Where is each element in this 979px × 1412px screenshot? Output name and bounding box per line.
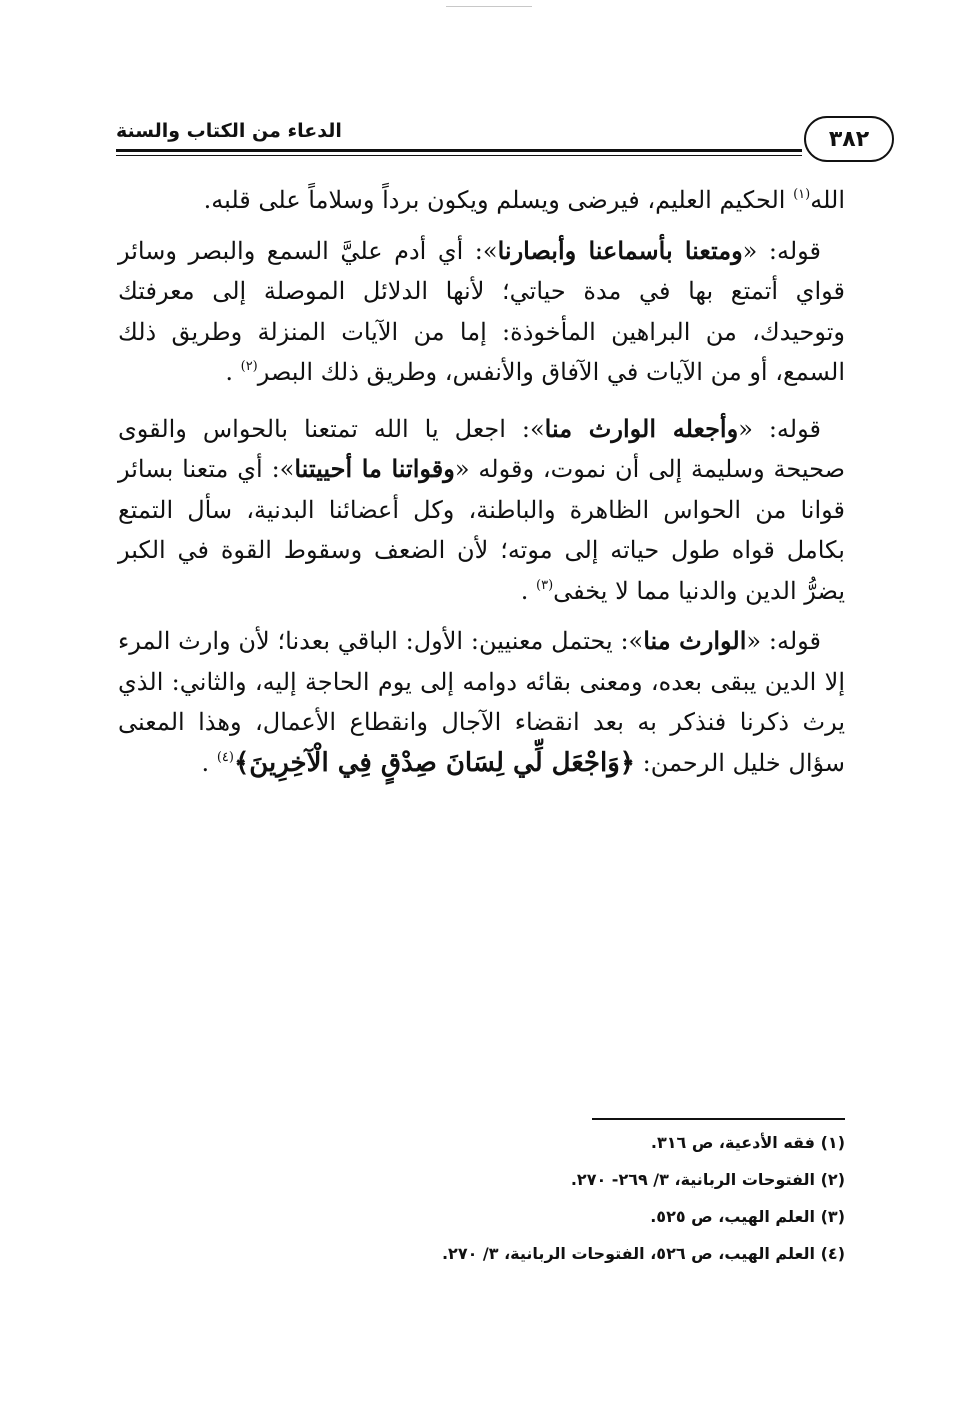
page-number: ٣٨٢ [804,116,894,162]
paragraph-2 [118,231,845,393]
p3-text-c: »: أي متعنا بسائر قوانا من الحواس الظاهرة والباطنة، وكل أعضائنا البدنية، سأل التمتع بكامل قواه طول حياته إلى موته؛ لأن الضعف وسقوط القوة في الكبر يضرُّ الدين والدنيا مما لا يخفى [118,455,845,605]
p3-hadith-phrase-1: وأجعله الوارث منا [544,413,739,443]
paragraph-1 [118,180,845,221]
p3-text-a: قوله: « [738,414,821,443]
p2-text-a: قوله: « [742,236,821,265]
page-header [116,112,894,172]
main-text [118,180,845,783]
footnote-1: (١) فقه الأدعية، ص ٣١٦. [650,1133,845,1152]
p4-hadith-phrase: الوارث منا [643,626,747,655]
footnote-ref-3: (٣) [536,577,554,593]
footnote-ref-2: (٢) [240,359,258,374]
footnote-separator [592,1118,845,1120]
footnote-4: (٤) العلم الهيب، ص ٥٢٦، الفتوحات الربانية، ٣/ ٢٧٠. [441,1244,845,1263]
footnote-ref-1: (١) [793,187,811,202]
paragraph-4 [118,621,845,783]
footnote-3: (٣) العلم الهيب، ص ٥٢٥. [650,1207,845,1226]
p1-text-a: الله [810,186,845,214]
paragraph-3 [118,409,845,612]
quran-verse: ﴿وَاجْعَل لِّي لِسَانَ صِدْقٍ فِي الْآخِرِينَ﴾ [233,747,635,778]
footnotes [300,1124,845,1272]
p2-text-b: »: أي أدم عليَّ السمع والبصر وسائر قواي أتمتع بها في مدة حياتي؛ لأنها الدلائل الموصلة إلى معرفتك وتوحيدك، من البراهين المأخوذة: إما من الآيات المنزلة وطريق ذلك السمع، أو من الآيات في الآفاق والأنفس، وطريق ذلك البصر [118,236,845,386]
p4-text-c: . [201,748,217,777]
p4-text-a: قوله: « [746,627,822,655]
p3-hadith-phrase-2: وقواتنا ما أحييتنا [294,454,455,483]
top-scan-mark [446,6,532,7]
p2-text-c: . [225,358,241,386]
p1-text-b: الحكيم العليم، فيرضى ويسلم ويكون برداً وسلاماً على قلبه. [203,186,794,214]
footnote-ref-4: (٤) [216,749,234,765]
p2-hadith-phrase: ومتعنا بأسماعنا وأبصارنا [497,235,743,265]
footnote-2: (٢) الفتوحات الربانية، ٣/ ٢٦٩- ٢٧٠. [570,1170,845,1189]
header-rule-thick [116,149,802,152]
p3-text-d: . [520,576,536,605]
running-title: الدعاء من الكتاب والسنة [116,120,342,142]
p4-text-b: »: يحتمل معنيين: الأول: الباقي بعدنا؛ لأن وارث المرء إلا الدين يبقى بعده، ومعنى بقائه دوامه إلى يوم الحاجة إليه، والثاني: الذي يرث ذكرنا فنذكر به بعد انقضاء الآجال وانقطاع الأعمال، وهذا المعنى سؤال خليل الرحمن: [118,627,845,777]
header-rule-thin [116,155,802,156]
p3-text-b: »: اجعل يا الله تمتعنا بالحواس والقوى صحيحة وسليمة إلى أن نموت، وقوله « [118,414,846,483]
